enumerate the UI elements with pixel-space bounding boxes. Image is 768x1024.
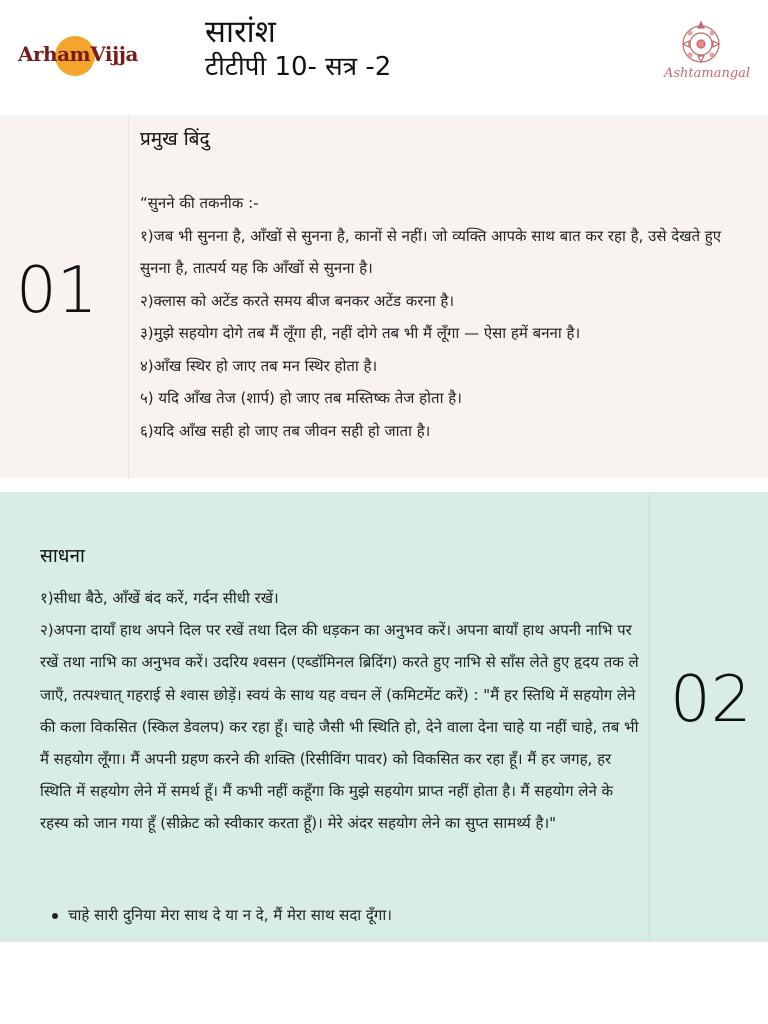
bullet-item — [52, 902, 632, 928]
section-sadhana — [0, 492, 768, 942]
header — [0, 0, 768, 115]
line-5: ५) यदि आँख तेज (शार्प) हो जाए तब मस्तिष्क तेज होता है। — [140, 389, 462, 407]
bullet-text: चाहे सारी दुनिया मेरा साथ दे या न दे, मैं मेरा साथ सदा दूँगा। — [68, 906, 392, 924]
line-2: २)क्लास को अटेंड करते समय बीज बनकर अटेंड करना है। — [140, 291, 455, 310]
bullet-dot-icon — [52, 913, 58, 919]
mandala-icon — [662, 18, 740, 68]
line-3: ३)मुझे सहयोग दोगे तब मैं लूँगा ही, नहीं दोगे तब भी मैं लूँगा — ऐसा हमें बनना है। — [140, 324, 581, 342]
logo-right-text: Ashtamangal — [664, 66, 751, 81]
ashtamangal-logo — [662, 18, 751, 90]
section-body — [140, 187, 750, 447]
line-6: ६)यदि आँख सही हो जाए तब जीवन सही हो जाता है। — [140, 421, 431, 440]
page-title: सारांश — [205, 14, 276, 50]
line-4: ४)आँख स्थिर हो जाए तब मन स्थिर होता है। — [140, 356, 378, 375]
line-1: १)जब भी सुनना है, आँखों से सुनना है, कानों से नहीं। जो व्यक्ति आपके साथ बात कर रहा है, उसे देखते हुए सुनना है, तात्पर्य यह कि आँखों से सुनना है। — [140, 226, 722, 277]
section-divider — [128, 115, 129, 478]
section-body — [40, 582, 640, 840]
line-1: १)सीधा बैठे, आँखें बंद करें, गर्दन सीधी रखें। — [40, 589, 279, 607]
section-key-points — [0, 115, 768, 478]
section-heading: प्रमुख बिंदु — [140, 128, 210, 150]
line-intro: “सुनने की तकनीक :- — [140, 194, 259, 212]
page-subtitle: टीटीपी 10- सत्र -2 — [205, 52, 392, 82]
section-divider — [649, 492, 650, 942]
section-number: 02 — [670, 663, 752, 737]
logo-left-text: ArhamVijja — [18, 42, 138, 66]
line-2: २)अपना दायाँ हाथ अपने दिल पर रखें तथा दिल की धड़कन का अनुभव करें। अपना बायाँ हाथ अपनी नाभि पर रखें तथा नाभि का अनुभव करें। उदरिय श्वसन (एब्डॉमिनल ब्रिदिंग) करते हुए नाभि से साँस लेते हुए हृदय तक ले जाएँ, तत्पश्चात् गहराई से श्वास छोड़ें। स्वयं के साथ यह वचन लें (कमिटमेंट करें) : "मैं हर स्तिथि में सहयोग लेने की कला विकसित (स्किल डेवलप) कर रहा हूँ। चाहे जैसी भी स्थिति हो, देने वाला देना चाहे या नहीं चाहे, तब भी मैं सहयोग लूँगा। मैं अपनी ग्रहण करने की शक्ति (रिसीविंग पावर) को विकसित कर रहा हूँ। मैं हर जगह, हर स्थिति में सहयोग लेने में समर्थ हूँ। मैं कभी नहीं कहूँगा कि मुझे सहयोग प्राप्त नहीं होता है। मैं सहयोग लेने के रहस्य को जान गया हूँ (सीक्रेट को स्वीकार करता हूँ)। मेरे अंदर सहयोग लेने का सुप्त सामर्थ्य है।" — [40, 621, 639, 833]
section-number: 01 — [16, 254, 98, 328]
section-heading: साधना — [40, 545, 85, 567]
arhamvijja-logo — [18, 36, 138, 76]
